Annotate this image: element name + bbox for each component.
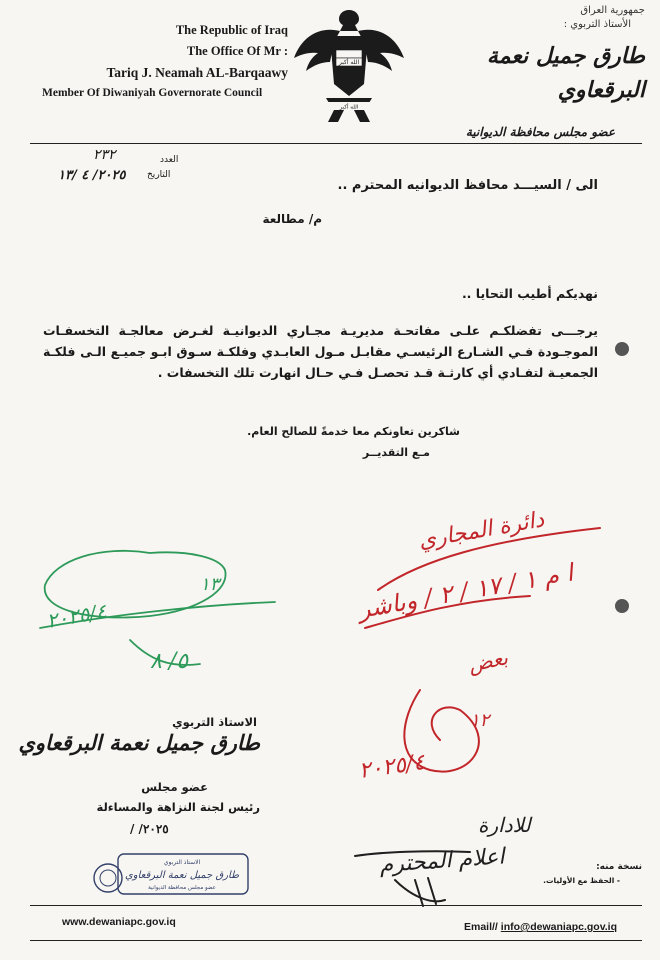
note-left-1: ١٣ bbox=[200, 574, 220, 595]
note-left-3: ٥/ ٨ bbox=[150, 649, 189, 674]
office-stamp bbox=[92, 852, 252, 896]
signature-chair: رئيس لجنة النزاهة والمساءلة bbox=[96, 800, 260, 814]
note-right-2: ا م ١ / ١٧ / ٢ / وباشر bbox=[356, 558, 576, 624]
note-bottom-1: للادارة bbox=[478, 813, 531, 837]
official-name-en: Tariq J. Neamah AL-Barqaawy bbox=[106, 65, 288, 80]
signature-member: عضو مجلس bbox=[141, 780, 208, 794]
regards-line: مـع التقديــر bbox=[362, 446, 430, 459]
footer-email bbox=[464, 921, 617, 933]
stamp-line2: طارق جميل نعمة البرقعاوي bbox=[124, 870, 240, 881]
thanks-line: شاكرين تعاونكم معا خدمةً للصالح العام. bbox=[247, 425, 460, 438]
english-letterhead bbox=[38, 20, 288, 104]
signature-name: طارق جميل نعمة البرقعاوي bbox=[18, 730, 260, 755]
official-title-en: Member Of Diwaniyah Governorate Council bbox=[42, 87, 263, 99]
signature-title: الاستاذ التربوي bbox=[172, 715, 257, 729]
office-label-ar: الأستاذ التربوي : bbox=[563, 19, 631, 30]
red-annotations bbox=[365, 528, 600, 772]
date-label: التاريخ bbox=[147, 170, 171, 180]
footer-website: www.dewaniapc.gov.iq bbox=[62, 916, 176, 928]
stamp-line3: عضو مجلس محافظة الديوانية bbox=[148, 885, 216, 891]
note-left-2: ٢٠٢٥/٤ bbox=[44, 598, 109, 633]
punch-hole-top bbox=[615, 342, 629, 356]
number-handwritten: ٢٣٢ bbox=[93, 147, 116, 163]
emblem-banner: الله أكبر bbox=[339, 104, 359, 111]
signature-date: ٢٠٢٥/ / bbox=[130, 822, 169, 836]
subject: م/ مطالعة bbox=[262, 212, 322, 226]
note-right-1: دائرة المجاري bbox=[416, 507, 547, 554]
green-annotations bbox=[40, 551, 275, 665]
note-right-3: بعض bbox=[466, 645, 510, 677]
footer-divider-top bbox=[30, 905, 642, 906]
note-bottom-2: اعلام المحترم bbox=[378, 844, 506, 878]
eagle-emblem-icon bbox=[290, 6, 408, 126]
arabic-letterhead bbox=[420, 4, 645, 142]
copy-item: - الحفظ مع الأوليات. bbox=[543, 876, 620, 885]
footer-email-link[interactable]: info@dewaniapc.gov.iq bbox=[500, 921, 617, 933]
ink-annotations bbox=[355, 851, 470, 906]
footer-email-label: Email// bbox=[464, 921, 498, 933]
letter-body: يرجـــى تفضلكـم علـى مفاتحـة مديريـة مجـاري الديوانيـة لغـرض معالجـة التخسفـات الموجـودة فـي الشـارع الرئيسـي مقابـل مـول العابـدي وفلكـة سـوق ابـو جميـع الـى فلكـة الجمعيـة لتفـادي أي كارثـة قـد تحصـل فـي حـال انهارت تلك التخسفات . bbox=[43, 323, 598, 380]
stamp-line1: الاستاذ التربوي bbox=[163, 859, 201, 866]
punch-hole-bottom bbox=[615, 599, 629, 613]
copy-label: نسخة منه: bbox=[596, 862, 642, 872]
number-label: العدد bbox=[160, 155, 179, 165]
official-title-ar: عضو مجلس محافظة الديوانية bbox=[465, 125, 615, 139]
greeting: نهديكم أطيب التحايا .. bbox=[461, 286, 598, 301]
emblem-inscription: الله أكبر bbox=[338, 59, 360, 66]
note-right-4: ١٢ bbox=[470, 710, 490, 731]
country-name-ar: جمهورية العراق bbox=[580, 5, 645, 16]
note-right-5: ٢٠٢٥/٤ bbox=[357, 749, 427, 784]
date-value: ٢٠٢٥/ ٤ /١٣ bbox=[58, 168, 126, 183]
country-name: The Republic of Iraq bbox=[175, 23, 288, 37]
office-label: The Office Of Mr : bbox=[186, 44, 288, 58]
addressee: الى / السيـــد محافظ الديوانيه المحترم .. bbox=[337, 178, 598, 193]
official-name-ar: طارق جميل نعمة البرقعاوي bbox=[486, 44, 645, 103]
footer-divider-bottom bbox=[30, 940, 642, 941]
header-divider bbox=[30, 143, 642, 144]
